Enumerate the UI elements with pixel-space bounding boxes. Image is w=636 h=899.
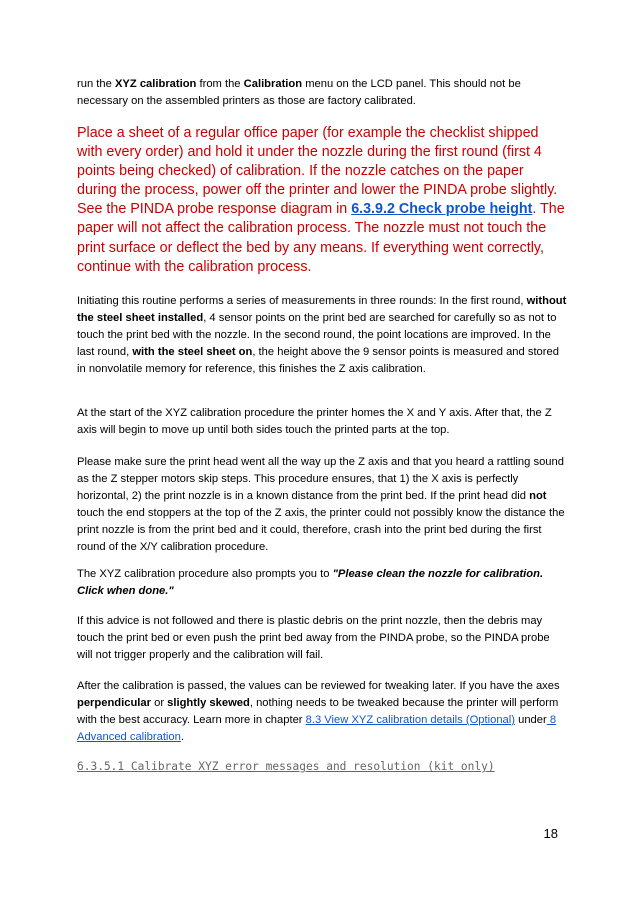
section-heading[interactable]: 6.3.5.1 Calibrate XYZ error messages and resolution (kit only): [77, 760, 495, 773]
text-run: If this advice is not followed and there is plastic debris on the print nozzle, then the debris may touch the print bed or even push the print bed away from the PINDA probe, so the PINDA probe will not trigger properly and the calibration will fail.: [77, 615, 550, 661]
link-view-xyz-calibration-details[interactable]: 8.3 View XYZ calibration details (Optional): [305, 714, 515, 726]
bold-italic-text: "Please clean the nozzle for calibration. Click when done.": [77, 568, 544, 597]
review-paragraph: [77, 678, 567, 746]
bold-text: XYZ calibration: [114, 78, 197, 90]
text-run: run the: [77, 78, 115, 90]
link-check-probe-height[interactable]: 6.3.9.2 Check probe height: [351, 201, 533, 218]
text-run: from the: [196, 78, 244, 90]
intro-paragraph: [77, 76, 567, 110]
bold-text: Calibration: [243, 78, 303, 90]
page-number: 18: [543, 826, 558, 841]
clean-nozzle-paragraph: [77, 566, 567, 600]
text-run: At the start of the XYZ calibration procedure the printer homes the X and Y axis. After that, the Z axis will begin to move up until both sides touch the printed parts at the top.: [77, 407, 552, 436]
rounds-paragraph: [77, 293, 567, 378]
text-run: , 4 sensor points on the print bed are searched for carefully so as not to touch the print bed with the nozzle. In the second round, the point locations are improved. In the last round,: [77, 312, 557, 358]
text-run: After the calibration is passed, the values can be reviewed for tweaking later. If you have the axes: [77, 680, 560, 692]
text-run: or: [150, 697, 168, 709]
z-axis-paragraph: [77, 454, 567, 556]
warning-paragraph: [77, 124, 567, 277]
text-run: under: [515, 714, 547, 726]
bold-text: without the steel sheet installed: [77, 295, 567, 324]
bold-text: slightly skewed: [167, 697, 250, 709]
text-run: Please make sure the print head went all the way up the Z axis and that you heard a rattling sound as the Z stepper motors skip steps. This procedure ensures, that 1) the X axis is perfectly horizontal, 2) the print nozzle is in a known distance from the print bed. If the print head did: [77, 456, 564, 502]
debris-paragraph: [77, 613, 567, 664]
text-run: . The paper will not affect the calibration process. The nozzle must not touch the print surface or deflect the bed by any means. If everything went correctly, continue with the calibration process.: [77, 201, 565, 275]
homing-paragraph: [77, 405, 567, 439]
link-advanced-calibration[interactable]: 8 Advanced calibration: [77, 714, 557, 743]
bold-text: perpendicular: [77, 697, 151, 709]
text-run: Initiating this routine performs a series of measurements in three rounds: In the first round,: [77, 295, 527, 307]
bold-text: with the steel sheet on: [132, 346, 253, 358]
text-run: The XYZ calibration procedure also prompts you to: [77, 568, 333, 580]
text-run: menu on the LCD panel. This should not be necessary on the assembled printers as those are factory calibrated.: [77, 78, 521, 107]
text-run: Place a sheet of a regular office paper (for example the checklist shipped with every order) and hold it under the nozzle during the first round (first 4 points being checked) of calibration. If the nozzle catches on the paper during the process, power off the printer and lower the PINDA probe slightly. See the PINDA probe response diagram in: [77, 125, 558, 218]
text-run: touch the end stoppers at the top of the Z axis, the printer could not possibly know the distance the print nozzle is from the print bed and it could, therefore, crash into the print bed during the first round of the X/Y calibration procedure.: [77, 507, 565, 553]
text-run: , nothing needs to be tweaked because the printer will perform with the best accuracy. Learn more in chapter: [77, 697, 559, 726]
text-run: .: [180, 731, 184, 743]
text-run: , the height above the 9 sensor points is measured and stored in nonvolatile memory for reference, this finishes the Z axis calibration.: [77, 346, 559, 375]
bold-text: not: [529, 490, 547, 502]
